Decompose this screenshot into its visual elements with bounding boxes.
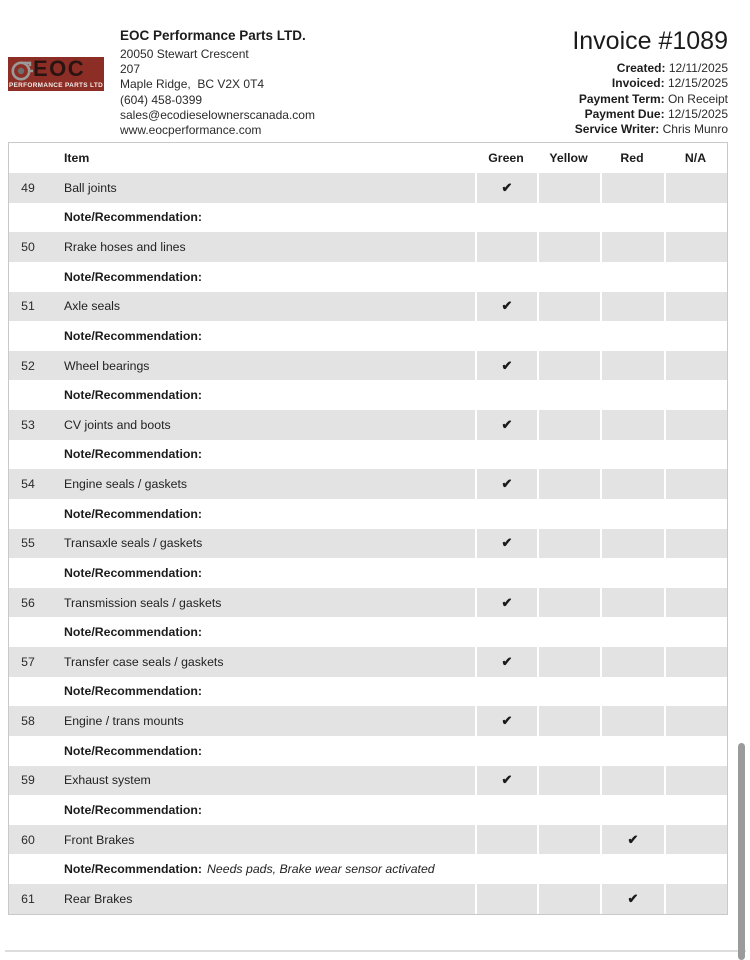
status-cell-yellow [537,529,600,559]
row-number: 61 [21,891,35,906]
status-cell-yellow [537,825,600,855]
company-info [120,28,315,138]
status-cell-green [475,825,537,855]
item-name: Transmission seals / gaskets [64,595,222,610]
meta-label: Created: [616,61,666,75]
turbo-icon [10,59,34,83]
check-mark: ✔ [501,772,513,788]
status-cell-green [475,173,537,203]
column-header-item: Item [64,151,90,165]
status-cell-na [664,292,727,322]
note-row [9,380,727,410]
status-cell-yellow [537,647,600,677]
row-number: 53 [21,417,35,432]
check-mark: ✔ [501,713,513,729]
status-cell-green [475,706,537,736]
item-name: CV joints and boots [64,417,171,432]
column-header-red: Red [620,151,644,165]
row-number: 52 [21,358,35,373]
note-row [9,321,727,351]
item-name: Transfer case seals / gaskets [64,654,224,669]
status-cell-yellow [537,588,600,618]
column-header-green: Green [488,151,524,165]
note-row [9,440,727,470]
note-label: Note/Recommendation: [64,210,203,225]
table-row [9,351,727,381]
status-cell-yellow [537,884,600,914]
table-row [9,766,727,796]
note-row [9,736,727,766]
item-name: Front Brakes [64,832,135,847]
company-address-line: 207 [120,62,141,77]
note-row [9,499,727,529]
meta-value: 12/15/2025 [667,76,728,91]
status-cell-na [664,351,727,381]
status-cell-red [600,884,664,914]
row-number: 49 [21,180,35,195]
check-mark: ✔ [501,298,513,314]
note-label: Note/Recommendation: [64,625,203,640]
status-cell-green [475,529,537,559]
meta-label: Service Writer: [574,122,660,137]
note-label: Note/Recommendation: [64,447,203,462]
invoice-payment-due [572,107,728,122]
status-cell-yellow [537,766,600,796]
status-cell-red [600,706,664,736]
check-mark: ✔ [501,476,513,492]
item-name: Ball joints [64,180,117,195]
column-header-na: N/A [684,151,707,165]
note-label: Note/Recommendation: [64,743,203,758]
status-cell-yellow [537,292,600,322]
table-row [9,410,727,440]
meta-label: Payment Term: [578,91,665,106]
status-cell-red [600,647,664,677]
status-cell-green [475,766,537,796]
item-name: Engine / trans mounts [64,714,184,729]
status-cell-green [475,884,537,914]
status-cell-red [600,529,664,559]
note-row [9,677,727,707]
status-cell-red [600,351,664,381]
note-label: Note/Recommendation: [64,388,203,403]
note-label: Note/Recommendation: [64,802,203,817]
row-number: 55 [21,536,35,551]
status-cell-yellow [537,410,600,440]
table-row [9,529,727,559]
invoice-payment-term [572,92,728,107]
status-cell-yellow [537,469,600,499]
check-mark: ✔ [627,831,639,847]
status-cell-na [664,647,727,677]
check-mark: ✔ [501,594,513,610]
invoice-created [572,61,728,76]
status-cell-green [475,588,537,618]
check-mark: ✔ [501,357,513,373]
status-cell-red [600,410,664,440]
note-text: Needs pads, Brake wear sensor activated [207,862,435,877]
status-cell-na [664,469,727,499]
status-cell-yellow [537,351,600,381]
row-number: 54 [21,477,35,492]
company-phone: (604) 458-0399 [120,92,203,107]
status-cell-na [664,588,727,618]
status-cell-na [664,884,727,914]
check-mark: ✔ [627,890,639,906]
table-row [9,173,727,203]
status-cell-green [475,410,537,440]
status-cell-yellow [537,173,600,203]
check-mark: ✔ [501,179,513,195]
meta-value: 12/11/2025 [668,61,728,75]
item-name: Axle seals [64,299,121,314]
table-row [9,232,727,262]
status-cell-green [475,232,537,262]
note-label: Note/Recommendation: [64,565,203,580]
row-number: 50 [21,240,35,255]
row-number: 58 [21,714,35,729]
status-cell-na [664,410,727,440]
company-name: EOC Performance Parts LTD. [120,28,306,43]
company-address-line: 20050 Stewart Crescent [120,47,249,61]
row-number: 60 [21,832,35,847]
status-cell-green [475,351,537,381]
status-cell-na [664,232,727,262]
note-label: Note/Recommendation: [64,684,203,699]
table-row [9,588,727,618]
status-cell-na [664,173,727,203]
note-row [9,795,727,825]
note-row [9,203,727,233]
status-cell-na [664,529,727,559]
item-name: Transaxle seals / gaskets [64,536,203,551]
row-number: 56 [21,595,35,610]
company-email: sales@ecodieselownerscanada.com [120,107,315,122]
item-name: Wheel bearings [64,358,150,373]
row-number: 59 [21,773,35,788]
meta-value: 12/15/2025 [667,106,728,121]
item-name: Engine seals / gaskets [64,477,188,492]
meta-label: Payment Due: [584,106,665,121]
company-address-line: Maple Ridge, BC V2X 0T4 [120,77,265,92]
status-cell-red [600,469,664,499]
company-logo [8,57,104,91]
note-row [9,617,727,647]
meta-value: On Receipt [667,91,728,106]
note-row [9,262,727,292]
note-label: Note/Recommendation: [64,269,203,284]
item-name: Exhaust system [64,773,151,788]
status-cell-yellow [537,232,600,262]
row-number: 51 [21,299,35,314]
meta-value: Chris Munro [662,122,728,137]
column-header-yellow: Yellow [549,151,588,165]
invoice-summary [572,27,728,137]
status-cell-red [600,292,664,322]
check-mark: ✔ [501,416,513,432]
note-label: Note/Recommendation: [64,506,203,521]
table-row [9,292,727,322]
status-cell-red [600,825,664,855]
status-cell-green [475,469,537,499]
check-mark: ✔ [501,653,513,669]
status-cell-red [600,232,664,262]
item-name: Rear Brakes [64,891,133,906]
table-row [9,884,727,914]
status-cell-na [664,766,727,796]
table-row [9,647,727,677]
company-website: www.eocperformance.com [120,123,262,138]
status-cell-red [600,173,664,203]
status-cell-red [600,588,664,618]
status-cell-na [664,706,727,736]
table-header-row [9,143,727,173]
note-label: Note/Recommendation: [64,328,203,343]
note-row [9,558,727,588]
table-row [9,825,727,855]
invoice-service-writer [572,122,728,137]
logo-subtext: PERFORMANCE PARTS LTD [8,82,104,89]
invoice-invoiced [572,76,728,91]
status-cell-green [475,292,537,322]
table-row [9,706,727,736]
row-number: 57 [21,654,35,669]
invoice-title: Invoice #1089 [572,27,728,55]
status-cell-green [475,647,537,677]
note-row [9,854,727,884]
item-name: Rrake hoses and lines [64,240,186,255]
table-row [9,469,727,499]
bottom-divider [5,950,746,952]
status-cell-red [600,766,664,796]
vertical-scrollbar[interactable] [738,743,745,960]
meta-label: Invoiced: [611,76,665,91]
inspection-table [8,142,728,915]
logo-text: EOC [33,57,86,81]
check-mark: ✔ [501,535,513,551]
status-cell-na [664,825,727,855]
note-label: Note/Recommendation: [64,862,203,877]
status-cell-yellow [537,706,600,736]
